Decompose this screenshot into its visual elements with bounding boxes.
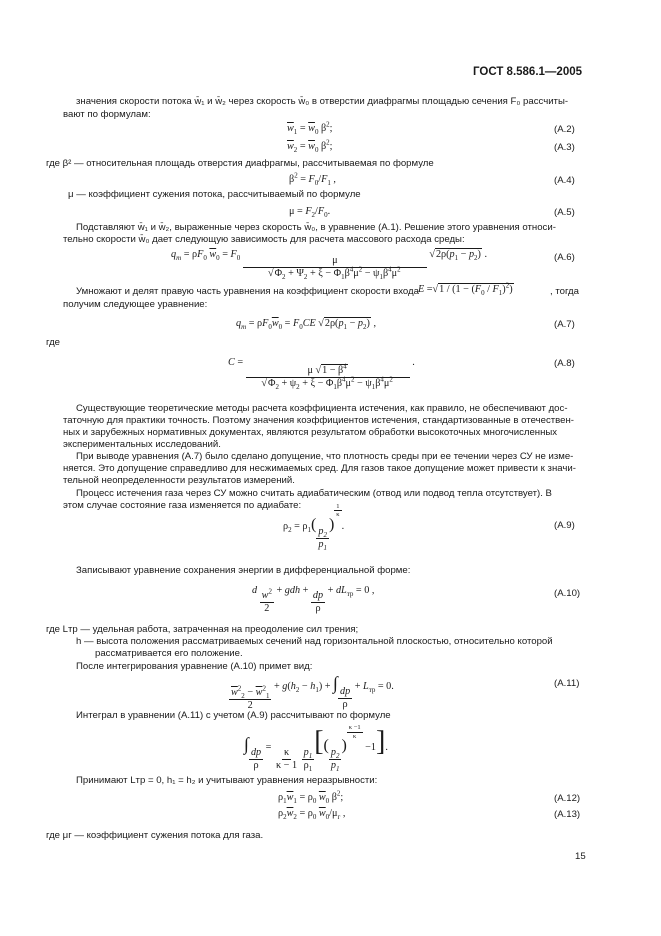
paragraph-line: этом случае состояние газа изменяется по адиабате: [63, 500, 302, 511]
equation-a2: $\overline{w}_1 = \overline{w}_0$ $\beta^2$; [287, 120, 333, 137]
equation-number: (А.9) [554, 520, 575, 531]
mu-definition: μ — коэффициент сужения потока, рассчитываемый по формуле [68, 189, 361, 200]
document-number: ГОСТ 8.586.1—2005 [473, 66, 583, 78]
paragraph-line: Интеграл в уравнении (А.11) с учетом (А.9) рассчитывают по формуле [76, 710, 391, 721]
equation-a13: $\rho_2\overline{w}_2 = \rho_0$ $\overline{w}_0/\mu_г$ , [278, 808, 346, 822]
equation-number: (А.6) [554, 252, 575, 263]
paragraph-line: Процесс истечения газа через СУ можно считать адиабатическим (отвод или подвод тепла отсутствует). В [76, 488, 552, 499]
equation-a6: $q_m = \rho F_0$ $\overline{w}_0 = F_0$ $\frac{\mu}{√\Phi_2 + \Psi_2 + \xi - \Phi_1\beta^4\mu^2 - \psi_1\beta^4\mu^2}$ $√2\rho(p_1 - p_2)$ . [171, 249, 488, 281]
equation-number: (А.2) [554, 124, 575, 135]
paragraph-line: Умножают и делят правую часть уравнения на коэффициент скорости входа [76, 286, 419, 297]
equation-number: (А.7) [554, 319, 575, 330]
height-definition: h — высота положения рассматриваемых сечений над горизонтальной плоскостью, относительно которой [76, 636, 553, 647]
paragraph-line: При выводе уравнения (А.7) было сделано допущение, что плотность среды при ее течении через СУ не изме- [76, 451, 574, 462]
equation-number: (А.12) [554, 793, 581, 804]
equation-a4: $\beta^2 = F_0/F_1$ , [289, 171, 336, 188]
paragraph-line: экспериментальных исследований. [63, 439, 221, 450]
inline-formula-e: $E =√1 / (1 - (F_0 / F_1)^2)$ [418, 281, 513, 298]
equation-number: (А.13) [554, 809, 581, 820]
equation-a12: $\rho_1\overline{w}_1 = \rho_0$ $\overline{w}_0$ $\beta^2$; [278, 789, 344, 806]
equation-number: (А.8) [554, 358, 575, 369]
equation-a9: $\rho_2 = \rho_1$( $\frac{p_2}{p_1}$ ) $^{\frac{1}{\kappa}}$ . [283, 503, 345, 552]
paragraph-line: получим следующее уравнение: [63, 299, 208, 310]
paragraph-line: Принимают Lтр = 0, h₁ = h₂ и учитывают уравнения неразрывности: [76, 775, 378, 786]
equation-a7: $q_m = \rho F_0\overline{w}_0 = F_0CE$ $√2\rho(p_1 - p_2)$ , [236, 318, 376, 332]
paragraph-line: ных и зарубежных нормативных документах, являются результатом обработки высокоточных многочисленных [63, 427, 558, 438]
height-definition: рассматривается его положение. [95, 648, 243, 659]
paragraph-line: После интегрирования уравнение (А.10) примет вид: [76, 661, 313, 672]
where-label: где [46, 337, 61, 348]
beta-definition: где β² — относительная площадь отверстия диафрагмы, рассчитываемая по формуле [46, 158, 434, 169]
equation-a3: $\overline{w}_2 = \overline{w}_0$ $\beta^2$; [287, 138, 333, 155]
equation-number: (А.11) [554, 678, 580, 689]
paragraph-line: Подставляют w̄₁ и w̄₂, выраженные через скорость w̄₀, в уравнение (А.1). Решение этого уравнения относи- [76, 222, 556, 233]
paragraph-line: , тогда [550, 286, 579, 297]
paragraph-line: вают по формулам: [63, 109, 151, 120]
mu-gas-definition: где μг — коэффициент сужения потока для газа. [46, 830, 264, 841]
paragraph-line: тельно скорости w̄₀ дает следующую зависимость для расчета массового расхода среды: [63, 234, 465, 245]
equation-a8: C = $\frac{\mu √1 - \beta^4}{√\Phi_2 + \psi_2 + \xi - \Phi_1\beta^4\mu^2 - \psi_1\beta^4\mu^2}$ . [228, 357, 415, 391]
paragraph-line: Существующие теоретические методы расчета коэффициента истечения, как правило, не обеспечивают дос- [76, 403, 568, 414]
equation-integral: ∫ $\frac{dp}{\rho}$ = $\frac{\kappa}{\kappa - 1}$ $\frac{p_1}{\rho_1}$ [( $\frac{p_2}{p_1}$ ) $^{\frac{\kappa -1}{\kappa}}$ −1]. [244, 724, 388, 773]
equation-a11: $\frac{\overline{w}^2_2 - \overline{w}^2_1}{2}$ + $g(h_2 - h_1)$ + ∫ $\frac{dp}{\rho}$ + $L_{тр} = 0$. [231, 673, 394, 711]
equation-a10: d $\frac{w^2}{2}$ + gdh + $\frac{dp}{\rho}$ + $dL_{тр} = 0$ , [252, 585, 375, 614]
page-number: 15 [575, 851, 586, 862]
friction-work-definition: где Lтр — удельная работа, затраченная на преодоление сил трения; [46, 624, 359, 635]
paragraph-line: таточную для практики точность. Поэтому значения коэффициентов истечения, стандартизованные в отечествен- [63, 415, 574, 426]
paragraph-line: тельной неопределенности результатов измерений. [63, 475, 295, 486]
equation-number: (А.4) [554, 175, 575, 186]
equation-number: (А.5) [554, 207, 575, 218]
paragraph-line: няется. Это допущение справедливо для несжимаемых сред. Для газов такое допущение может привести к значи- [63, 463, 576, 474]
paragraph-line: Записывают уравнение сохранения энергии в дифференциальной форме: [76, 565, 411, 576]
paragraph-line: значения скорости потока w̄₁ и w̄₂ через скорость w̄₀ в отверстии диафрагмы площадью сечения F₀ рассчиты- [76, 96, 569, 107]
equation-number: (А.10) [554, 588, 581, 599]
equation-a5: $\mu = F_2/F_0$. [289, 206, 331, 220]
equation-number: (А.3) [554, 142, 575, 153]
